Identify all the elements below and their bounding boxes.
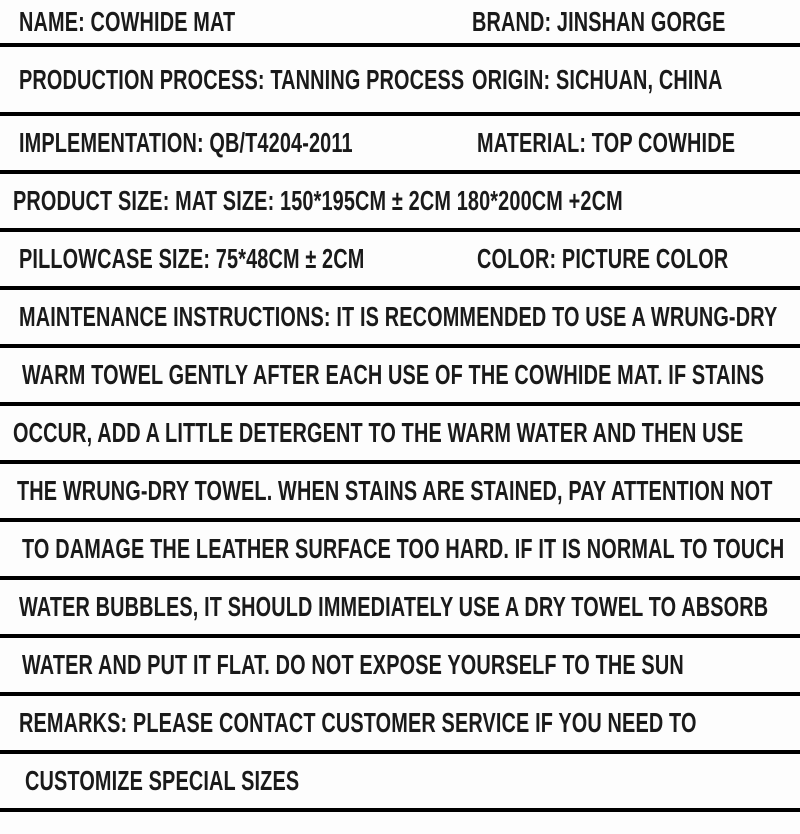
cell-maintenance-line-5: TO DAMAGE THE LEATHER SURFACE TOO HARD. IF IT IS NORMAL TO TOUCH: [22, 533, 785, 564]
spec-row-implementation-material: [0, 116, 800, 174]
cell-remarks-line-1: REMARKS: PLEASE CONTACT CUSTOMER SERVICE IF YOU NEED TO: [19, 707, 697, 738]
cell-name: NAME: COWHIDE MAT: [19, 5, 236, 37]
cell-production-process: PRODUCTION PROCESS: TANNING PROCESS: [19, 63, 465, 95]
cell-product-size: PRODUCT SIZE: MAT SIZE: 150*195CM ± 2CM 180*200CM +2CM: [13, 185, 623, 216]
spec-row-maintenance-line-3: [0, 406, 800, 464]
cell-maintenance-line-6: WATER BUBBLES, IT SHOULD IMMEDIATELY USE A DRY TOWEL TO ABSORB: [19, 591, 769, 622]
spec-row-process-origin: [0, 47, 800, 116]
spec-row-maintenance-line-2: [0, 348, 800, 406]
cell-maintenance-line-2: WARM TOWEL GENTLY AFTER EACH USE OF THE COWHIDE MAT. IF STAINS: [22, 359, 765, 390]
spec-row-pillowcase-color: [0, 232, 800, 290]
spec-row-name-brand: [0, 0, 800, 47]
spec-row-maintenance-line-1: [0, 290, 800, 348]
cell-material: MATERIAL: TOP COWHIDE: [477, 127, 736, 158]
cell-maintenance-line-7: WATER AND PUT IT FLAT. DO NOT EXPOSE YOURSELF TO THE SUN: [22, 649, 684, 680]
spec-row-maintenance-line-6: [0, 580, 800, 638]
cell-maintenance-line-1: MAINTENANCE INSTRUCTIONS: IT IS RECOMMENDED TO USE A WRUNG-DRY: [19, 301, 778, 332]
cell-brand: BRAND: JINSHAN GORGE: [472, 5, 726, 37]
spec-row-maintenance-line-5: [0, 522, 800, 580]
spec-row-remarks-line-2: [0, 754, 800, 812]
cell-origin: ORIGIN: SICHUAN, CHINA: [472, 63, 723, 95]
spec-row-maintenance-line-7: [0, 638, 800, 696]
spec-row-maintenance-line-4: [0, 464, 800, 522]
cell-implementation: IMPLEMENTATION: QB/T4204-2011: [19, 127, 353, 158]
cell-color: COLOR: PICTURE COLOR: [477, 243, 729, 274]
cell-remarks-line-2: CUSTOMIZE SPECIAL SIZES: [25, 765, 300, 796]
spec-row-product-size: [0, 174, 800, 232]
spec-row-remarks-line-1: [0, 696, 800, 754]
cell-maintenance-line-4: THE WRUNG-DRY TOWEL. WHEN STAINS ARE STAINED, PAY ATTENTION NOT: [17, 475, 773, 506]
cell-maintenance-line-3: OCCUR, ADD A LITTLE DETERGENT TO THE WARM WATER AND THEN USE: [13, 417, 744, 448]
cell-pillowcase-size: PILLOWCASE SIZE: 75*48CM ± 2CM: [19, 243, 365, 274]
